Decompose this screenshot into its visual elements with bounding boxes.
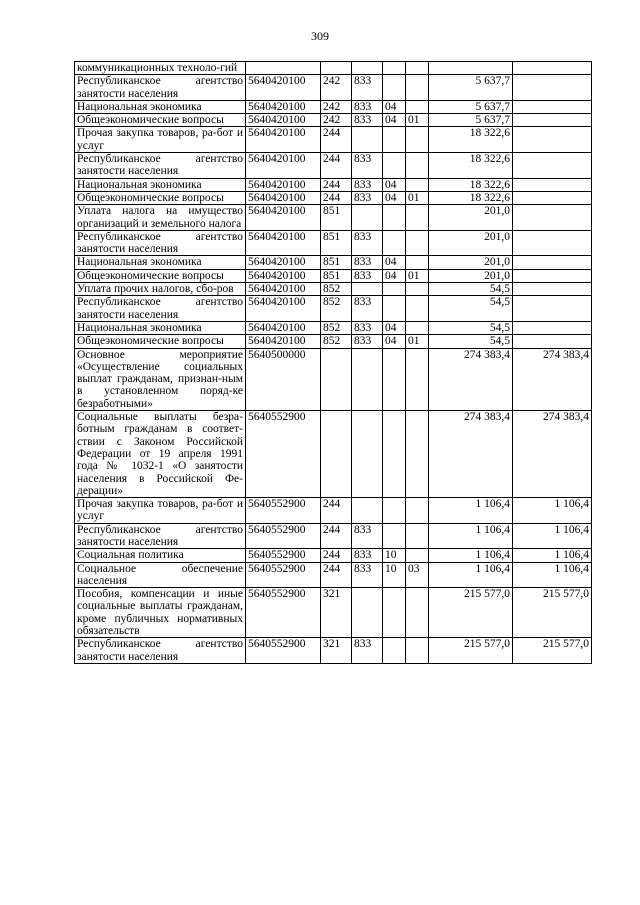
target-code-cell: 5640420100: [246, 205, 321, 231]
table-row: [75, 62, 592, 75]
expense-type-cell: 852: [321, 321, 352, 334]
amount-cell: 54,5: [429, 283, 513, 296]
subsection-cell: [406, 296, 429, 322]
amount-next-cell: [513, 269, 592, 282]
section-cell: 04: [383, 256, 406, 269]
amount-cell: 1 106,4: [429, 549, 513, 562]
subsection-cell: [406, 127, 429, 153]
item-name-cell: Общеэкономические вопросы: [75, 269, 246, 282]
table-row: [75, 523, 592, 549]
amount-next-cell: [513, 230, 592, 256]
amount-next-cell: [513, 335, 592, 348]
item-name-cell: Прочая закупка товаров, ра-бот и услуг: [75, 127, 246, 153]
expense-type-cell: 244: [321, 562, 352, 588]
amount-cell: [429, 62, 513, 75]
amount-cell: 215 577,0: [429, 638, 513, 664]
table-row: [75, 296, 592, 322]
table-row: [75, 256, 592, 269]
table-row: [75, 411, 592, 498]
expense-type-cell: [321, 348, 352, 410]
table-row: [75, 321, 592, 334]
ministry-code-cell: 833: [352, 335, 383, 348]
ministry-code-cell: [352, 127, 383, 153]
ministry-code-cell: 833: [352, 256, 383, 269]
ministry-code-cell: 833: [352, 562, 383, 588]
item-name-cell: Уплата прочих налогов, сбо-ров: [75, 283, 246, 296]
item-name-cell: Общеэкономические вопросы: [75, 114, 246, 127]
table-row: [75, 283, 592, 296]
expense-type-cell: 244: [321, 153, 352, 179]
expense-type-cell: 244: [321, 523, 352, 549]
target-code-cell: 5640420100: [246, 127, 321, 153]
amount-next-cell: [513, 205, 592, 231]
amount-next-cell: [513, 321, 592, 334]
amount-next-cell: [513, 178, 592, 191]
ministry-code-cell: 833: [352, 75, 383, 101]
amount-next-cell: [513, 283, 592, 296]
item-name-cell: Социальные выплаты безра-ботным гражданам в соответ-ствии с Законом Российской Федерации от 19 апреля 1991 года № 1032-1 «О занятости населения в Российской Фе-дерации»: [75, 411, 246, 498]
item-name-cell: Общеэкономические вопросы: [75, 191, 246, 204]
table-row: [75, 178, 592, 191]
amount-next-cell: [513, 153, 592, 179]
amount-next-cell: [513, 127, 592, 153]
subsection-cell: [406, 348, 429, 410]
table-row: [75, 153, 592, 179]
item-name-cell: Социальная политика: [75, 549, 246, 562]
table-row: [75, 127, 592, 153]
item-name-cell: Республиканское агентство занятости населения: [75, 638, 246, 664]
expense-type-cell: [321, 411, 352, 498]
amount-cell: 201,0: [429, 269, 513, 282]
subsection-cell: [406, 549, 429, 562]
section-cell: [383, 205, 406, 231]
expense-type-cell: 852: [321, 335, 352, 348]
target-code-cell: 5640420100: [246, 178, 321, 191]
section-cell: [383, 588, 406, 638]
amount-next-cell: [513, 191, 592, 204]
target-code-cell: 5640552900: [246, 638, 321, 664]
ministry-code-cell: 833: [352, 114, 383, 127]
amount-cell: 5 637,7: [429, 75, 513, 101]
target-code-cell: 5640420100: [246, 75, 321, 101]
amount-cell: 18 322,6: [429, 127, 513, 153]
subsection-cell: [406, 588, 429, 638]
amount-cell: 54,5: [429, 296, 513, 322]
expense-type-cell: 851: [321, 230, 352, 256]
section-cell: [383, 283, 406, 296]
item-name-cell: Республиканское агентство занятости населения: [75, 523, 246, 549]
section-cell: [383, 127, 406, 153]
target-code-cell: 5640552900: [246, 523, 321, 549]
expense-type-cell: 244: [321, 191, 352, 204]
target-code-cell: 5640420100: [246, 256, 321, 269]
amount-next-cell: [513, 256, 592, 269]
section-cell: 04: [383, 269, 406, 282]
subsection-cell: [406, 523, 429, 549]
ministry-code-cell: [352, 348, 383, 410]
expense-type-cell: 852: [321, 296, 352, 322]
section-cell: 04: [383, 321, 406, 334]
amount-cell: 201,0: [429, 230, 513, 256]
amount-next-cell: 215 577,0: [513, 588, 592, 638]
expense-type-cell: 244: [321, 178, 352, 191]
expense-type-cell: 242: [321, 100, 352, 113]
subsection-cell: 01: [406, 269, 429, 282]
budget-table: [74, 61, 592, 664]
section-cell: 04: [383, 335, 406, 348]
ministry-code-cell: 833: [352, 230, 383, 256]
table-row: [75, 75, 592, 101]
amount-cell: 1 106,4: [429, 562, 513, 588]
item-name-cell: Республиканское агентство занятости населения: [75, 296, 246, 322]
ministry-code-cell: [352, 62, 383, 75]
amount-cell: 18 322,6: [429, 178, 513, 191]
item-name-cell: Национальная экономика: [75, 321, 246, 334]
target-code-cell: 5640420100: [246, 283, 321, 296]
subsection-cell: 03: [406, 562, 429, 588]
expense-type-cell: 242: [321, 75, 352, 101]
item-name-cell: Национальная экономика: [75, 100, 246, 113]
amount-next-cell: 274 383,4: [513, 411, 592, 498]
amount-next-cell: 1 106,4: [513, 523, 592, 549]
expense-type-cell: 244: [321, 127, 352, 153]
amount-next-cell: 1 106,4: [513, 549, 592, 562]
table-row: [75, 562, 592, 588]
ministry-code-cell: [352, 588, 383, 638]
target-code-cell: 5640552900: [246, 562, 321, 588]
amount-cell: 201,0: [429, 205, 513, 231]
ministry-code-cell: [352, 205, 383, 231]
ministry-code-cell: 833: [352, 549, 383, 562]
budget-table-body: [75, 62, 592, 664]
amount-next-cell: 274 383,4: [513, 348, 592, 410]
item-name-cell: Национальная экономика: [75, 256, 246, 269]
section-cell: [383, 230, 406, 256]
section-cell: 04: [383, 100, 406, 113]
expense-type-cell: 244: [321, 498, 352, 524]
table-row: [75, 191, 592, 204]
subsection-cell: 01: [406, 335, 429, 348]
expense-type-cell: 851: [321, 269, 352, 282]
subsection-cell: [406, 256, 429, 269]
table-row: [75, 549, 592, 562]
subsection-cell: [406, 638, 429, 664]
item-name-cell: Общеэкономические вопросы: [75, 335, 246, 348]
item-name-cell: Республиканское агентство занятости населения: [75, 153, 246, 179]
target-code-cell: 5640552900: [246, 588, 321, 638]
subsection-cell: [406, 283, 429, 296]
subsection-cell: [406, 498, 429, 524]
target-code-cell: 5640420100: [246, 100, 321, 113]
subsection-cell: [406, 321, 429, 334]
table-row: [75, 114, 592, 127]
section-cell: [383, 75, 406, 101]
ministry-code-cell: 833: [352, 191, 383, 204]
section-cell: [383, 498, 406, 524]
amount-cell: 215 577,0: [429, 588, 513, 638]
table-row: [75, 269, 592, 282]
ministry-code-cell: 833: [352, 523, 383, 549]
ministry-code-cell: [352, 411, 383, 498]
amount-next-cell: [513, 62, 592, 75]
subsection-cell: [406, 62, 429, 75]
table-row: [75, 100, 592, 113]
item-name-cell: Основное мероприятие «Осуществление социальных выплат гражданам, признан-ным в установленном поряд-ке безработными»: [75, 348, 246, 410]
item-name-cell: Пособия, компенсации и иные социальные выплаты гражданам, кроме публичных нормативных обязательств: [75, 588, 246, 638]
section-cell: 10: [383, 562, 406, 588]
amount-cell: 274 383,4: [429, 348, 513, 410]
amount-next-cell: [513, 75, 592, 101]
table-row: [75, 638, 592, 664]
item-name-cell: Национальная экономика: [75, 178, 246, 191]
amount-next-cell: [513, 100, 592, 113]
target-code-cell: 5640552900: [246, 498, 321, 524]
item-name-cell: Республиканское агентство занятости населения: [75, 230, 246, 256]
table-row: [75, 498, 592, 524]
target-code-cell: 5640552900: [246, 549, 321, 562]
subsection-cell: [406, 230, 429, 256]
table-row: [75, 205, 592, 231]
expense-type-cell: 321: [321, 588, 352, 638]
expense-type-cell: 852: [321, 283, 352, 296]
expense-type-cell: 851: [321, 205, 352, 231]
ministry-code-cell: 833: [352, 321, 383, 334]
amount-next-cell: [513, 296, 592, 322]
target-code-cell: 5640552900: [246, 411, 321, 498]
target-code-cell: 5640420100: [246, 296, 321, 322]
item-name-cell: Уплата налога на имущество организаций и земельного налога: [75, 205, 246, 231]
target-code-cell: 5640420100: [246, 114, 321, 127]
target-code-cell: 5640500000: [246, 348, 321, 410]
subsection-cell: [406, 205, 429, 231]
amount-cell: 5 637,7: [429, 100, 513, 113]
subsection-cell: 01: [406, 114, 429, 127]
section-cell: [383, 638, 406, 664]
item-name-cell: Социальное обеспечение населения: [75, 562, 246, 588]
expense-type-cell: 242: [321, 114, 352, 127]
item-name-cell: Прочая закупка товаров, ра-бот и услуг: [75, 498, 246, 524]
item-name-cell: Республиканское агентство занятости населения: [75, 75, 246, 101]
target-code-cell: 5640420100: [246, 335, 321, 348]
amount-cell: 18 322,6: [429, 153, 513, 179]
target-code-cell: 5640420100: [246, 191, 321, 204]
table-row: [75, 348, 592, 410]
section-cell: 10: [383, 549, 406, 562]
amount-next-cell: 1 106,4: [513, 498, 592, 524]
subsection-cell: [406, 411, 429, 498]
ministry-code-cell: 833: [352, 638, 383, 664]
ministry-code-cell: 833: [352, 296, 383, 322]
target-code-cell: 5640420100: [246, 153, 321, 179]
subsection-cell: [406, 100, 429, 113]
table-row: [75, 230, 592, 256]
section-cell: [383, 523, 406, 549]
target-code-cell: 5640420100: [246, 230, 321, 256]
amount-next-cell: 215 577,0: [513, 638, 592, 664]
amount-cell: 18 322,6: [429, 191, 513, 204]
section-cell: 04: [383, 178, 406, 191]
subsection-cell: 01: [406, 191, 429, 204]
subsection-cell: [406, 75, 429, 101]
table-row: [75, 588, 592, 638]
section-cell: [383, 153, 406, 179]
amount-next-cell: [513, 114, 592, 127]
expense-type-cell: 851: [321, 256, 352, 269]
ministry-code-cell: [352, 498, 383, 524]
amount-next-cell: 1 106,4: [513, 562, 592, 588]
section-cell: 04: [383, 114, 406, 127]
subsection-cell: [406, 153, 429, 179]
amount-cell: 5 637,7: [429, 114, 513, 127]
subsection-cell: [406, 178, 429, 191]
amount-cell: 201,0: [429, 256, 513, 269]
section-cell: [383, 348, 406, 410]
ministry-code-cell: 833: [352, 100, 383, 113]
amount-cell: 54,5: [429, 321, 513, 334]
section-cell: [383, 411, 406, 498]
expense-type-cell: 244: [321, 549, 352, 562]
ministry-code-cell: 833: [352, 153, 383, 179]
amount-cell: 274 383,4: [429, 411, 513, 498]
item-name-cell: коммуникационных техноло-гий: [75, 62, 246, 75]
section-cell: 04: [383, 191, 406, 204]
ministry-code-cell: 833: [352, 269, 383, 282]
ministry-code-cell: [352, 283, 383, 296]
ministry-code-cell: 833: [352, 178, 383, 191]
target-code-cell: 5640420100: [246, 321, 321, 334]
expense-type-cell: 321: [321, 638, 352, 664]
section-cell: [383, 62, 406, 75]
amount-cell: 1 106,4: [429, 498, 513, 524]
amount-cell: 1 106,4: [429, 523, 513, 549]
expense-type-cell: [321, 62, 352, 75]
amount-cell: 54,5: [429, 335, 513, 348]
target-code-cell: 5640420100: [246, 269, 321, 282]
section-cell: [383, 296, 406, 322]
page-number: 309: [311, 29, 329, 43]
table-row: [75, 335, 592, 348]
target-code-cell: [246, 62, 321, 75]
